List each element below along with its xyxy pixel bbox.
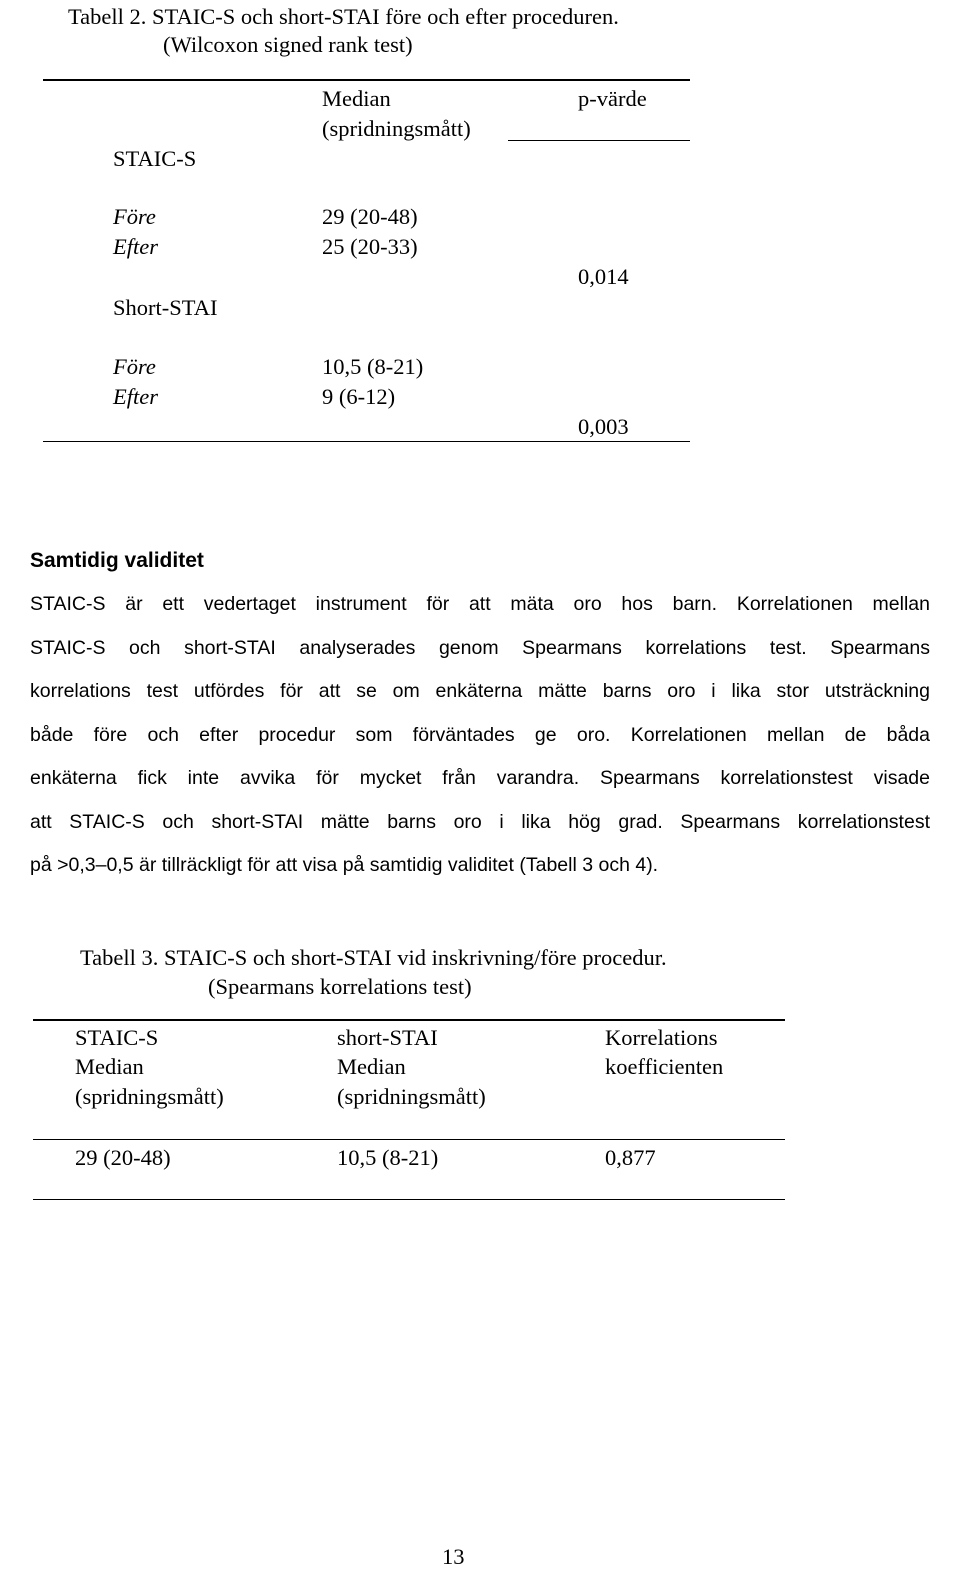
paragraph-line: korrelations test utfördes för att se om enkäterna mätte barns oro i lika stor utsträckning [30,680,930,702]
table2-header-rule [508,140,690,141]
table3-header-staic-median: Median [75,1054,144,1079]
table3-header-shortstai: short-STAI [337,1025,438,1050]
paragraph-line: att STAIC-S och short-STAI mätte barns oro i lika hög grad. Spearmans korrelationstest [30,810,930,833]
section-paragraph [30,592,930,897]
table3-header-rule [33,1139,785,1140]
table2-pvalue-staic: 0,014 [578,264,629,289]
table3-header-shortstai-spread: (spridningsmått) [337,1084,486,1109]
table3-cell-staic: 29 (20-48) [75,1145,171,1170]
table2-header-pvalue: p-värde [578,86,647,111]
table2-caption-title: Tabell 2. STAIC-S och short-STAI före och efter proceduren. [68,4,619,29]
table2-group-shortstai: Short-STAI [113,295,218,320]
table2-row-label: Före [113,354,156,379]
table2-row-value: 29 (20-48) [322,204,418,229]
page-number: 13 [442,1544,465,1569]
table3-caption-title: Tabell 3. STAIC-S och short-STAI vid inskrivning/före procedur. [80,945,667,970]
paragraph-line: STAIC-S och short-STAI analyserades genom Spearmans korrelations test. Spearmans [30,636,930,659]
table2-caption-method: (Wilcoxon signed rank test) [163,32,413,57]
table2-row-label: Efter [113,384,158,409]
paragraph-line: enkäterna fick inte avvika för mycket från varandra. Spearmans korrelationstest visade [30,767,930,789]
paragraph-line: både före och efter procedur som förväntades ge oro. Korrelationen mellan de båda [30,723,930,746]
table2-row-value: 10,5 (8-21) [322,354,424,379]
table2-row-label: Före [113,204,156,229]
table3-cell-coefficient: 0,877 [605,1145,656,1170]
table2-header-spread: (spridningsmått) [322,116,471,141]
table3-header-coefficient: koefficienten [605,1054,724,1079]
table3-caption-method: (Spearmans korrelations test) [208,974,472,999]
table2-row-value: 25 (20-33) [322,234,418,259]
section-heading: Samtidig validitet [30,549,204,572]
table3-cell-shortstai: 10,5 (8-21) [337,1145,439,1170]
table2-group-staic: STAIC-S [113,146,197,171]
table2-row-value: 9 (6-12) [322,384,396,409]
table3-header-staic: STAIC-S [75,1025,159,1050]
table2-pvalue-shortstai: 0,003 [578,414,629,439]
table2-row-label: Efter [113,234,158,259]
table3-header-staic-spread: (spridningsmått) [75,1084,224,1109]
table3-bottom-rule [33,1199,785,1200]
table2-header-median: Median [322,86,391,111]
paragraph-line: på >0,3–0,5 är tillräckligt för att visa på samtidig validitet (Tabell 3 och 4). [30,854,659,876]
table3-top-rule [33,1019,785,1021]
table2-bottom-rule [43,441,690,442]
table2-top-rule [43,79,690,81]
table3-header-correlation: Korrelations [605,1025,718,1050]
table3-header-shortstai-median: Median [337,1054,406,1079]
paragraph-line: STAIC-S är ett vedertaget instrument för att mäta oro hos barn. Korrelationen mellan [30,593,930,615]
